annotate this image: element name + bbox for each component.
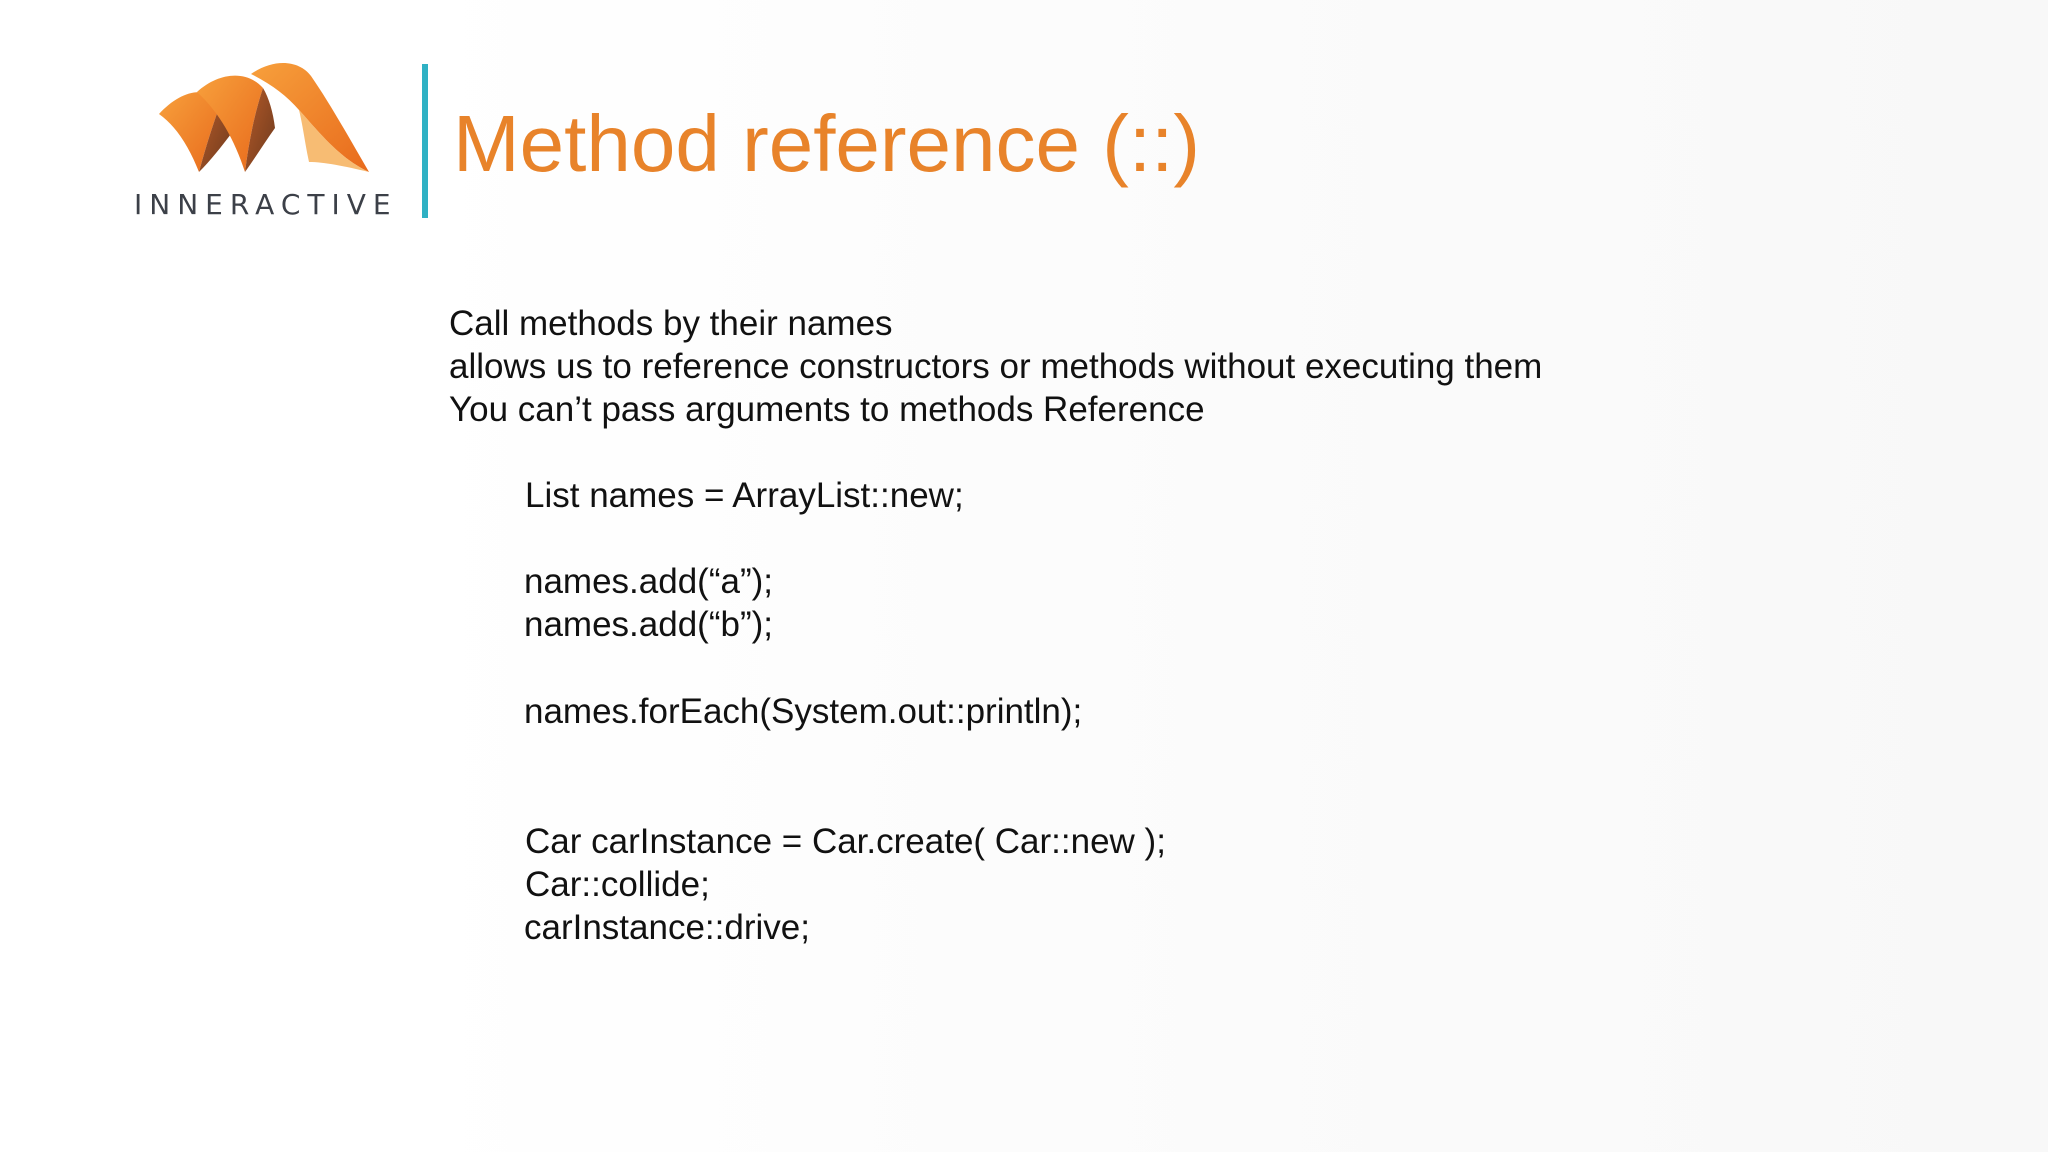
- code-line: Car::collide;: [525, 865, 710, 904]
- code-line: Car carInstance = Car.create( Car::new );: [525, 822, 1166, 861]
- code-line: names.forEach(System.out::println);: [524, 692, 1083, 731]
- body-line: You can’t pass arguments to methods Reference: [449, 390, 1205, 429]
- company-logo: [134, 62, 396, 222]
- logo-text: INNERACTIVE: [134, 188, 398, 221]
- page-title: Method reference (::): [453, 99, 1200, 188]
- body-line: allows us to reference constructors or methods without executing them: [449, 347, 1543, 386]
- body-line: Call methods by their names: [449, 304, 893, 343]
- title-divider: [422, 64, 428, 218]
- code-line: names.add(“a”);: [524, 562, 773, 601]
- code-line: names.add(“b”);: [524, 605, 773, 644]
- code-line: carInstance::drive;: [524, 908, 810, 947]
- code-line: List names = ArrayList::new;: [525, 476, 964, 515]
- inneractive-wave-logo-icon: [159, 62, 369, 172]
